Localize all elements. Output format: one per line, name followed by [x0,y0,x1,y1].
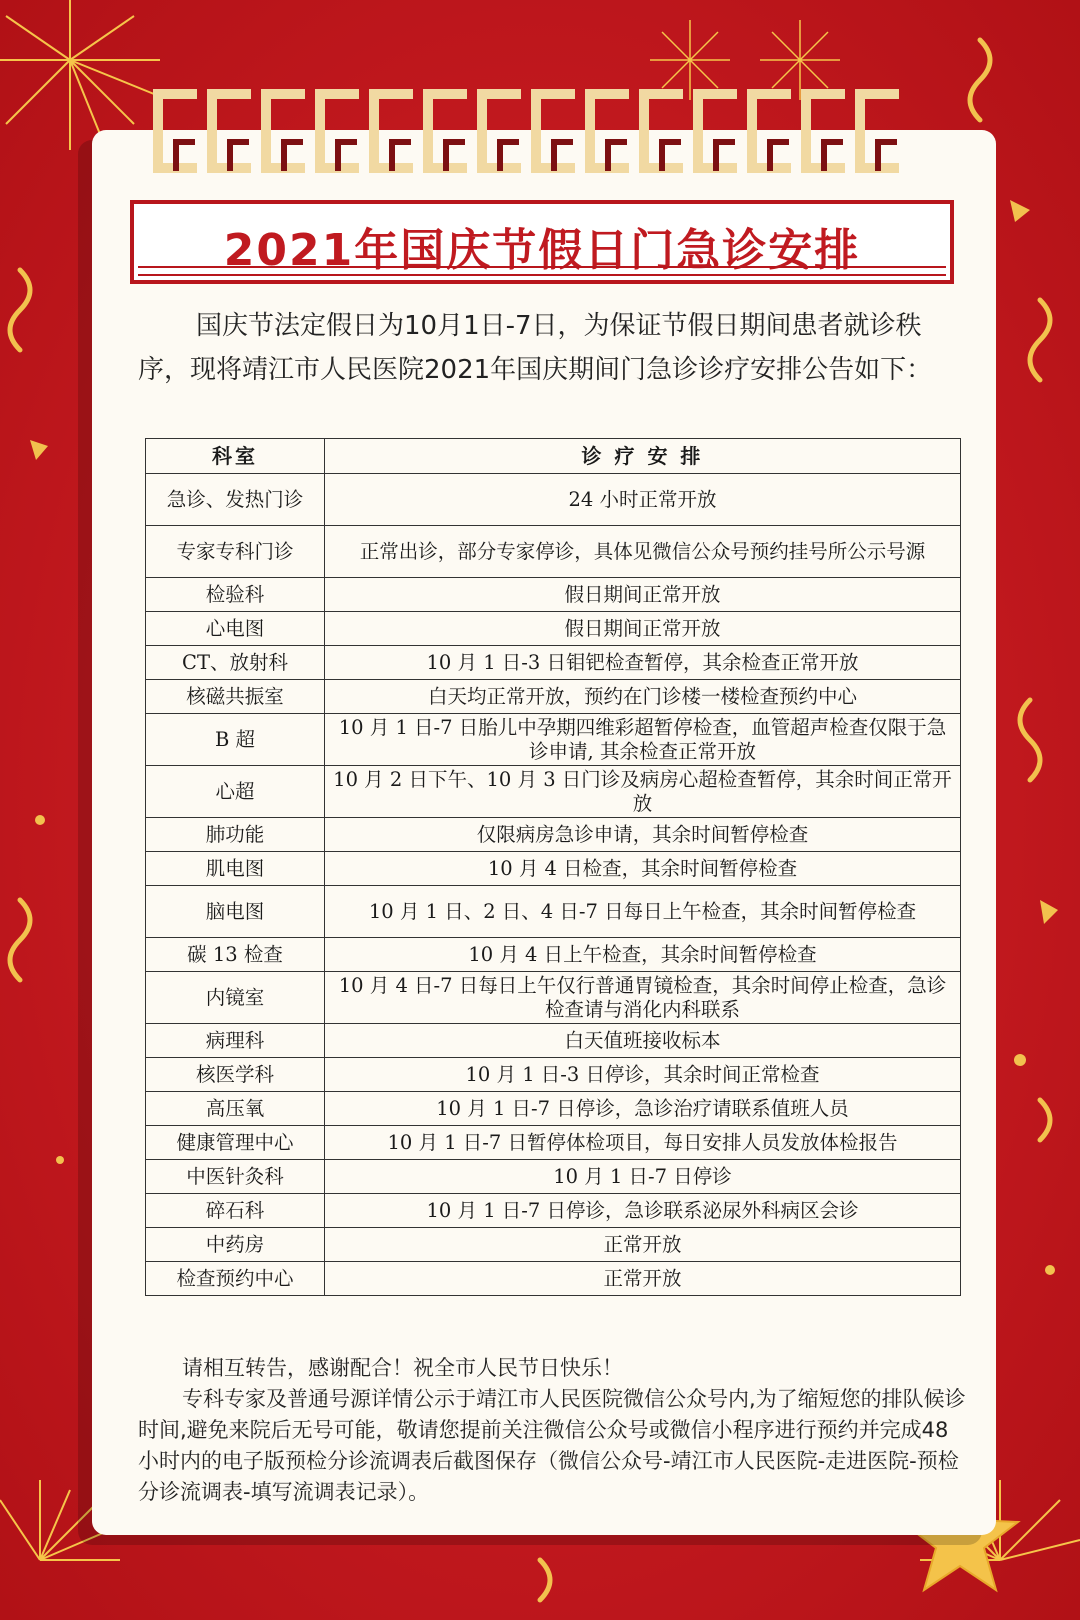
dept-cell: 肺功能 [146,818,325,852]
schedule-cell: 10 月 1 日-7 日暂停体检项目，每日安排人员发放体检报告 [325,1126,961,1160]
table-row [146,1262,961,1296]
table-row [146,766,961,818]
schedule-cell: 正常出诊，部分专家停诊，具体见微信公众号预约挂号所公示号源 [325,526,961,578]
dept-cell: 专家专科门诊 [146,526,325,578]
schedule-cell: 10 月 1 日-7 日停诊 [325,1160,961,1194]
table-row [146,1228,961,1262]
schedule-cell: 假日期间正常开放 [325,612,961,646]
page-title: 2021年国庆节假日门急诊安排 [223,225,861,276]
dept-cell: 核磁共振室 [146,680,325,714]
schedule-cell: 10 月 4 日-7 日每日上午仅行普通胃镜检查，其余时间停止检查，急诊检查请与消化内科联系 [325,972,961,1024]
dept-cell: CT、放射科 [146,646,325,680]
table-row [146,1024,961,1058]
schedule-cell: 正常开放 [325,1228,961,1262]
table-row [146,818,961,852]
table-row [146,680,961,714]
schedule-cell: 白天均正常开放，预约在门诊楼一楼检查预约中心 [325,680,961,714]
table-row [146,972,961,1024]
closing-greeting: 请相互转告，感谢配合！祝全市人民节日快乐！ [182,1356,623,1380]
dept-cell: 核医学科 [146,1058,325,1092]
table-row [146,1194,961,1228]
dept-cell: B 超 [146,714,325,766]
schedule-cell: 10 月 1 日-7 日胎儿中孕期四维彩超暂停检查，血管超声检查仅限于急诊申请, 其余检查正常开放 [325,714,961,766]
table-row [146,646,961,680]
schedule-cell: 10 月 1 日-7 日停诊，急诊治疗请联系值班人员 [325,1092,961,1126]
schedule-cell: 24 小时正常开放 [325,474,961,526]
intro-paragraph: 国庆节法定假日为10月1日-7日，为保证节假日期间患者就诊秩序，现将靖江市人民医院2021年国庆期间门急诊诊疗安排公告如下： [138,311,933,385]
dept-cell: 中医针灸科 [146,1160,325,1194]
schedule-cell: 白天值班接收标本 [325,1024,961,1058]
dept-cell: 急诊、发热门诊 [146,474,325,526]
table-row [146,938,961,972]
table-row [146,1160,961,1194]
schedule-cell: 10 月 1 日-3 日钼钯检查暂停，其余检查正常开放 [325,646,961,680]
header-dept: 科室 [146,439,325,474]
schedule-cell: 假日期间正常开放 [325,578,961,612]
table-row [146,714,961,766]
table-row [146,886,961,938]
dept-cell: 脑电图 [146,886,325,938]
dept-cell: 心超 [146,766,325,818]
table-row [146,1092,961,1126]
dept-cell: 碳 13 检查 [146,938,325,972]
schedule-cell: 正常开放 [325,1262,961,1296]
closing-instructions: 专科专家及普通号源详情公示于靖江市人民医院微信公众号内,为了缩短您的排队候诊时间,避免来院后无号可能，敬请您提前关注微信公众号或微信小程序进行预约并完成48小时内的电子版预检分诊流调表后截图保存（微信公众号-靖江市人民医院-走进医院-预检分诊流调表-填写流调表记录）。 [138,1387,966,1504]
schedule-cell: 10 月 4 日检查，其余时间暂停检查 [325,852,961,886]
table-row [146,852,961,886]
dept-cell: 内镜室 [146,972,325,1024]
dept-cell: 碎石科 [146,1194,325,1228]
table-row [146,474,961,526]
schedule-cell: 10 月 4 日上午检查，其余时间暂停检查 [325,938,961,972]
table-row [146,1126,961,1160]
header-schedule: 诊 疗 安 排 [325,439,961,474]
table-row [146,612,961,646]
dept-cell: 健康管理中心 [146,1126,325,1160]
table-row [146,526,961,578]
table-header-row [146,439,961,474]
dept-cell: 高压氧 [146,1092,325,1126]
dept-cell: 心电图 [146,612,325,646]
dept-cell: 肌电图 [146,852,325,886]
table-row [146,1058,961,1092]
schedule-cell: 10 月 1 日、2 日、4 日-7 日每日上午检查，其余时间暂停检查 [325,886,961,938]
schedule-table [145,438,961,1296]
dept-cell: 病理科 [146,1024,325,1058]
schedule-cell: 10 月 1 日-3 日停诊，其余时间正常检查 [325,1058,961,1092]
table-row [146,578,961,612]
dept-cell: 检查预约中心 [146,1262,325,1296]
title-banner [130,200,954,284]
dept-cell: 检验科 [146,578,325,612]
closing-notes [138,1353,968,1508]
schedule-cell: 10 月 2 日下午、10 月 3 日门诊及病房心超检查暂停，其余时间正常开放 [325,766,961,818]
schedule-cell: 10 月 1 日-7 日停诊，急诊联系泌尿外科病区会诊 [325,1194,961,1228]
schedule-cell: 仅限病房急诊申请，其余时间暂停检查 [325,818,961,852]
dept-cell: 中药房 [146,1228,325,1262]
spiral-binding-icon [150,86,930,178]
